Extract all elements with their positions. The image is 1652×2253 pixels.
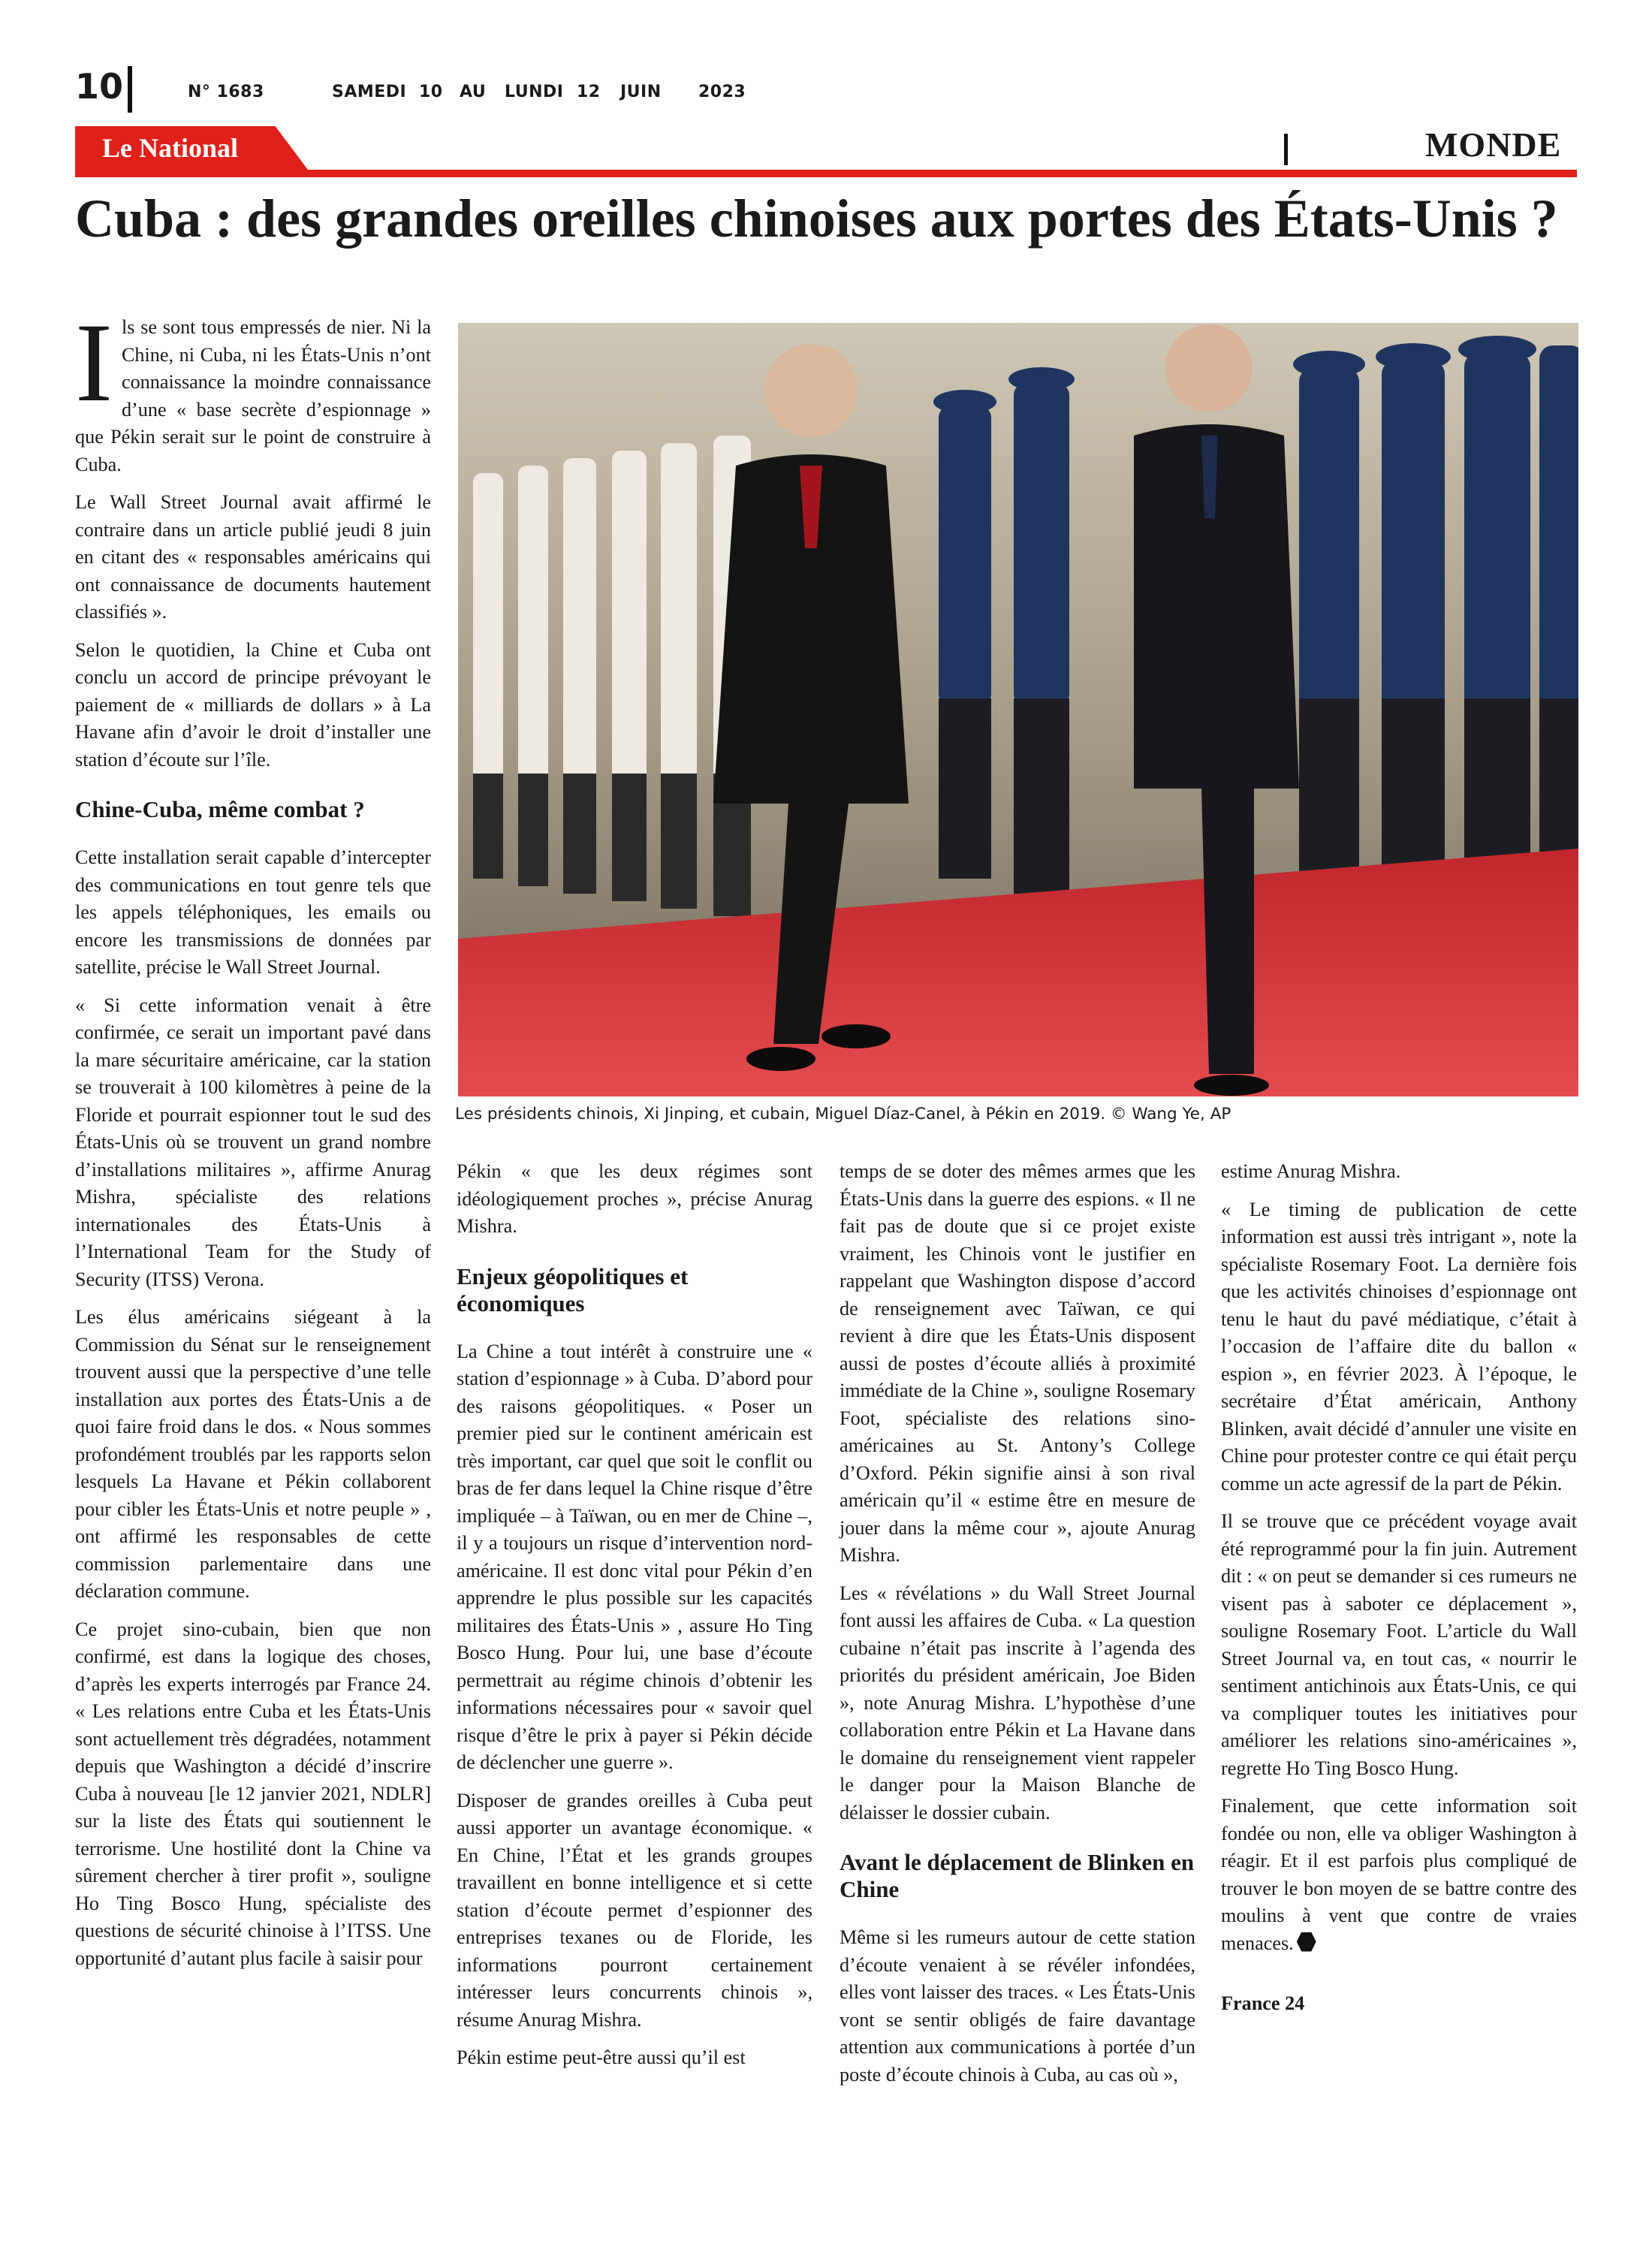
date-part: LUNDI <box>505 83 564 101</box>
article-paragraph: Ils se sont tous empressés de nier. Ni la Chine, ni Cuba, ni les États-Unis n’ont connaissance la moindre connaissance d’une « base secrète d’espionnage » que Pékin serait sur le point de construire à Cuba. <box>75 300 431 475</box>
article-column-1 <box>75 300 431 1983</box>
date-part: 12 <box>577 83 601 101</box>
article-column-3 <box>840 1158 1195 2099</box>
subheading: Avant le déplacement de Blinken en Chine <box>840 1849 1195 1902</box>
drop-cap: I <box>75 300 113 425</box>
article-paragraph: Il se trouve que ce précédent voyage avait été reprogrammé pour la fin juin. Autrement dit : « on peut se demander si ces rumeurs ne visent pas à saboter ce déplacement », souligne Rosemary Foot. L’article du Wall Street Journal va, en tout cas, « nourrir le sentiment antichinois aux États-Unis, ce qui va compliquer toutes les initiatives pour améliorer les relations sino-américaines », regrette Ho Ting Bosco Hung. <box>1221 1510 1577 1779</box>
article-paragraph: Le Wall Street Journal avait affirmé le contraire dans un article publié jeudi 8 juin en citant des « responsables américains qui ont connaissance de documents hautement classifiés ». <box>75 491 431 623</box>
article-paragraph: temps de se doter des mêmes armes que les États-Unis dans la guerre des espions. « Il ne fait pas de doute que si ce projet existe vraiment, les Chinois vont le justifier en rappelant que Washington dispose d’accord de renseignement avec Taïwan, ce qui revient à dire que les États-Unis disposent aussi de postes d’écoute alliés à proximité immédiate de la Chine », souligne Rosemary Foot, spécialiste des relations sino-américaines au St. Antony’s College d’Oxford. Pékin signifie ainsi à son rival américain qu’il « estime être en mesure de jouer dans la même cour », ajoute Anurag Mishra. <box>840 1160 1195 1566</box>
subheading: Chine-Cuba, même combat ? <box>75 796 365 822</box>
article-paragraph: Ce projet sino-cubain, bien que non confirmé, est dans la logique des choses, d’après les experts interrogés par France 24. « Les relations entre Cuba et les États-Unis sont actuellement très dégradées, notamment depuis que Washington a décidé d’inscrire Cuba à nouveau [le 12 janvier 2021, NDLR] sur la liste des États qui soutiennent le terrorisme. Une hostilité dont la Chine va sûrement chercher à tirer profit », souligne Ho Ting Bosco Hung, spécialiste des questions de sécurité chinoise à l’ITSS. Une opportunité d’autant plus facile à saisir pour <box>75 1618 431 1969</box>
headline: Cuba : des grandes oreilles chinoises aux portes des États-Unis ? <box>75 189 1558 249</box>
page-number-divider <box>128 66 132 113</box>
header-rule <box>75 170 1577 177</box>
date-part: JUIN <box>620 83 662 101</box>
photo-caption: Les présidents chinois, Xi Jinping, et cubain, Miguel Díaz-Canel, à Pékin en 2019. © Wang Ye, AP <box>455 1105 1231 1123</box>
article-paragraph: Les élus américains siégeant à la Commission du Sénat sur le renseignement trouvent aussi que la perspective d’une telle installation aux portes des États-Unis a de quoi faire froid dans le dos. « Nous sommes profondément troublés par les rapports selon lesquels La Havane et Pékin collaborent pour cibler les États-Unis et notre peuple » , ont affirmé les responsables de cette commission parlementaire dans une déclaration commune. <box>75 1306 431 1602</box>
article-paragraph: La Chine a tout intérêt à construire une « station d’espionnage » à Cuba. D’abord pour des raisons géopolitiques. « Poser un premier pied sur le continent américain est très important, car quel que soit le conflit ou bras de fer dans lequel la Chine risque d’être impliquée – à Taïwan, ou en mer de Chine –, il y a toujours un risque d’intervention nord-américaine. Il est donc vital pour Pékin d’en apprendre le plus possible sur les capacités militaires des États-Unis » , assure Ho Ting Bosco Hung. Pour lui, une base d’écoute permettrait au régime chinois d’obtenir les informations nécessaires pour « savoir quel risque d’être le prix à payer si Pékin décide de déclencher une guerre ». <box>457 1340 812 1773</box>
article-source: France 24 <box>1221 1992 1305 2014</box>
page-number: 10 <box>75 66 124 107</box>
article-paragraph: Selon le quotidien, la Chine et Cuba ont conclu un accord de principe prévoyant le paiement de « milliards de dollars » à La Havane afin d’avoir le droit d’installer une station d’écoute sur l’île. <box>75 638 431 771</box>
date-part: AU <box>460 83 487 101</box>
brand-name: Le National <box>102 133 239 163</box>
date-part: 2023 <box>698 83 746 101</box>
article-paragraph: Cette installation serait capable d’intercepter des communications en tout genre tels que les appels téléphoniques, les emails ou encore les transmissions de données par satellite, précise le Wall Street Journal. <box>75 846 431 978</box>
issue-number: N° 1683 <box>188 83 264 101</box>
article-paragraph: Disposer de grandes oreilles à Cuba peut aussi apporter un avantage économique. « En Chine, l’État et les grands groupes travaillent en bonne intelligence et si cette station d’écoute permet d’espionner des entreprises texanes ou de Floride, les informations pourront certainement intéresser leurs concurrents chinois », résume Anurag Mishra. <box>457 1789 812 2031</box>
article-column-4 <box>1221 1158 1577 2028</box>
article-paragraph: Pékin estime peut-être aussi qu’il est <box>457 2046 746 2068</box>
article-column-2 <box>457 1158 812 2083</box>
article-paragraph: « Le timing de publication de cette information est aussi très intrigant », note la spécialiste Rosemary Foot. La dernière fois que les activités chinoises d’espionnage ont tenu le haut du pavé médiatique, c’était à l’occasion de l’affaire dite du ballon « espion », en février 2023. À l’époque, le secrétaire d’État américain, Anthony Blinken, avait décidé d’annuler une visite en Chine pour protester contre ce qui était perçu comme un acte agressif de la part de Pékin. <box>1221 1198 1577 1494</box>
subheading: Enjeux géopolitiques et économiques <box>457 1262 689 1317</box>
article-photo <box>458 323 1578 1096</box>
article-paragraph: Les « révélations » du Wall Street Journal font aussi les affaires de Cuba. « La question cubaine n’était pas inscrite à l’agenda des priorités du président américain, Joe Biden », note Anurag Mishra. L’hypothèse d’une collaboration entre Pékin et La Havane dans le domaine du renseignement vient rappeler le danger pour la Maison Blanche de délaisser le dossier cubain. <box>840 1582 1195 1823</box>
article-paragraph: Pékin « que les deux régimes sont idéologiquement proches », précise Anurag Mishra. <box>457 1160 812 1237</box>
date-part: SAMEDI <box>332 83 407 101</box>
article-paragraph: Même si les rumeurs autour de cette station d’écoute venaient à se révéler infondées, elles vont laisser des traces. « Les États-Unis vont se sentir obligés de faire davantage attention aux communications à portée d’un poste d’écoute chinois à Cuba, au cas où », <box>840 1926 1195 2086</box>
section-divider <box>1284 134 1288 165</box>
date-part: 10 <box>419 83 443 101</box>
section-title: MONDE <box>1425 125 1562 164</box>
end-of-article-icon <box>1297 1932 1316 1952</box>
article-paragraph: « Si cette information venait à être confirmée, ce serait un important pavé dans la mare sécuritaire américaine, car la station se trouverait à 100 kilomètres à peine de la Floride et pourrait espionner tout le sud des États-Unis où se trouvent un grand nombre d’installations militaires », affirme Anurag Mishra, spécialiste des relations internationales des États-Unis à l’International Team for the Study of Security (ITSS) Verona. <box>75 994 431 1290</box>
article-paragraph: estime Anurag Mishra. <box>1221 1160 1401 1182</box>
article-paragraph: Finalement, que cette information soit fondée ou non, elle va obliger Washington à réagir. Et il est parfois plus compliqué de trouver le bon moyen de se battre contre des moulins à vent que contre de vraies menaces. <box>1221 1795 1577 1954</box>
